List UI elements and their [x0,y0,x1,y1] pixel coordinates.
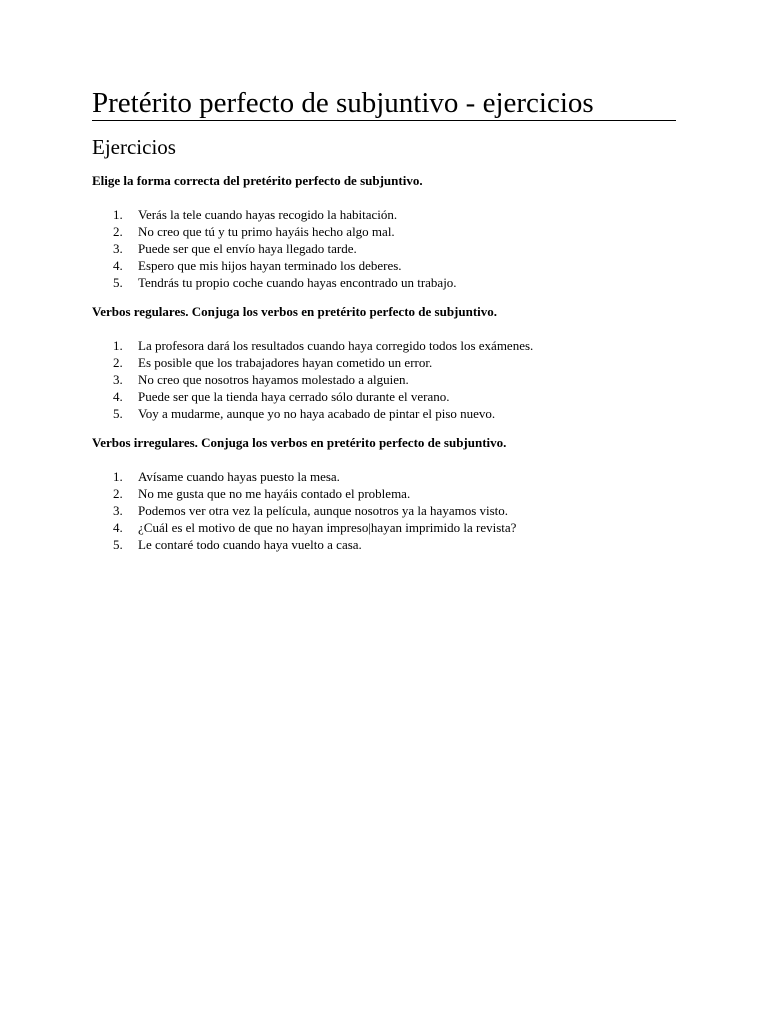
list-item [92,485,676,502]
list-item [92,519,676,536]
exercise-3 [92,435,676,553]
item-text: Es posible que los trabajadores hayan cometido un error. [138,355,433,370]
exercise-list [92,206,676,291]
item-number: 1. [113,338,123,353]
item-number: 3. [113,503,123,518]
item-text: Puede ser que el envío haya llegado tarde. [138,241,357,256]
item-text: ¿Cuál es el motivo de que no hayan impreso|hayan imprimido la revista? [138,520,517,535]
exercise-list [92,337,676,422]
list-item [92,240,676,257]
list-item [92,206,676,223]
item-text: No me gusta que no me hayáis contado el problema. [138,486,411,501]
exercise-instruction: Elige la forma correcta del pretérito perfecto de subjuntivo. [92,173,423,188]
exercise-1 [92,173,676,291]
list-item [92,502,676,519]
list-item [92,257,676,274]
item-number: 4. [113,520,123,535]
list-item [92,354,676,371]
item-number: 2. [113,224,123,239]
exercise-instruction: Verbos regulares. Conjuga los verbos en pretérito perfecto de subjuntivo. [92,304,498,319]
item-number: 5. [113,275,123,290]
item-text: No creo que nosotros hayamos molestado a alguien. [138,372,409,387]
item-text: Espero que mis hijos hayan terminado los deberes. [138,258,402,273]
list-item [92,223,676,240]
list-item [92,536,676,553]
list-item [92,405,676,422]
item-number: 1. [113,469,123,484]
item-text: La profesora dará los resultados cuando haya corregido todos los exámenes. [138,338,534,353]
item-number: 4. [113,389,123,404]
item-text: No creo que tú y tu primo hayáis hecho algo mal. [138,224,395,239]
section-heading: Ejercicios [92,135,176,159]
item-text: Puede ser que la tienda haya cerrado sólo durante el verano. [138,389,450,404]
item-text: Le contaré todo cuando haya vuelto a casa. [138,537,362,552]
item-text: Tendrás tu propio coche cuando hayas encontrado un trabajo. [138,275,457,290]
item-number: 2. [113,355,123,370]
document-page [92,86,676,553]
item-number: 5. [113,406,123,421]
item-number: 4. [113,258,123,273]
exercise-list [92,468,676,553]
list-item [92,388,676,405]
list-item [92,371,676,388]
item-text: Voy a mudarme, aunque yo no haya acabado de pintar el piso nuevo. [138,406,496,421]
list-item [92,337,676,354]
item-number: 3. [113,241,123,256]
item-text: Avísame cuando hayas puesto la mesa. [138,469,340,484]
item-number: 5. [113,537,123,552]
item-text: Podemos ver otra vez la película, aunque nosotros ya la hayamos visto. [138,503,509,518]
exercise-2 [92,304,676,422]
exercise-instruction: Verbos irregulares. Conjuga los verbos en pretérito perfecto de subjuntivo. [92,435,507,450]
page-title: Pretérito perfecto de subjuntivo - ejercicios [92,86,676,121]
item-text: Verás la tele cuando hayas recogido la habitación. [138,207,398,222]
list-item [92,274,676,291]
item-number: 1. [113,207,123,222]
list-item [92,468,676,485]
item-number: 2. [113,486,123,501]
item-number: 3. [113,372,123,387]
